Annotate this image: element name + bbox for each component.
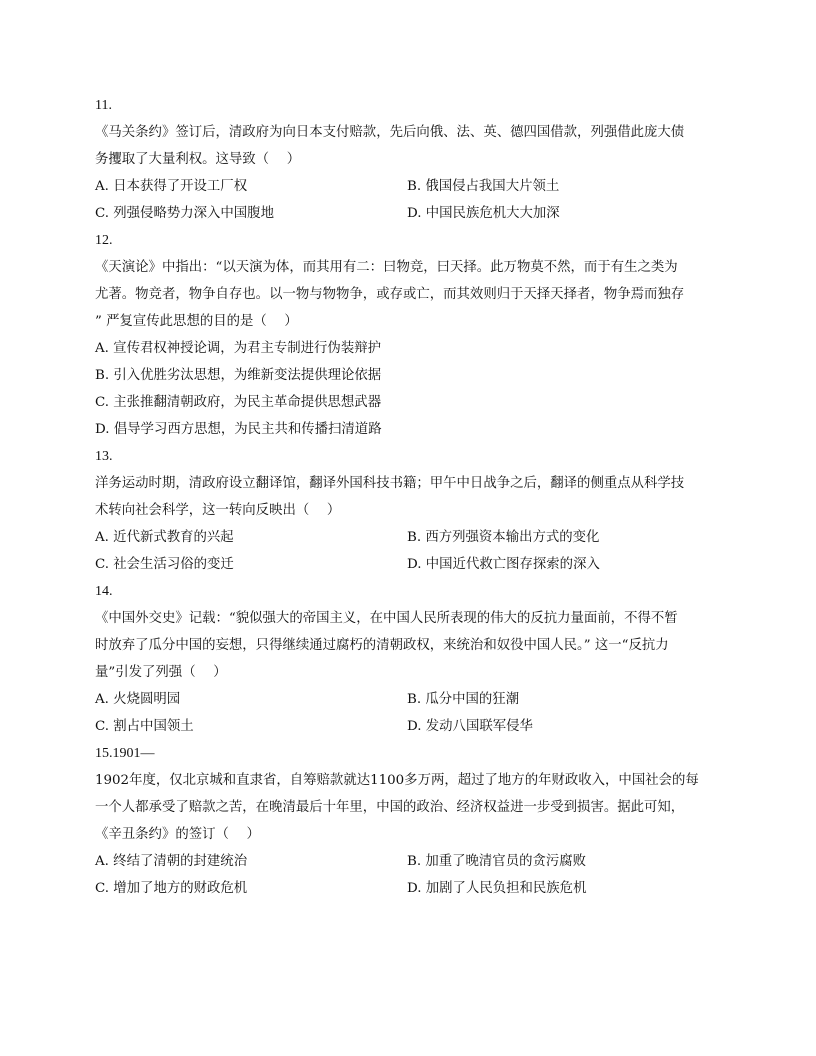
option-b[interactable]: B. 加重了晚清官员的贪污腐败	[407, 854, 587, 869]
option-d[interactable]: D. 加剧了人民负担和民族危机	[407, 881, 587, 896]
option-row	[95, 686, 720, 713]
question-stem-line: 尤著。物竞者，物争自存也。以一物与物物争，或存或亡，而其效则归于天择天择者，物争焉而独存	[95, 287, 685, 302]
question-number: 11.	[95, 98, 112, 113]
question-stem-line: ” 严复宣传此思想的目的是（ ）	[95, 314, 298, 329]
option-row	[95, 713, 720, 740]
question-15	[95, 740, 720, 902]
option-b[interactable]: B. 瓜分中国的狂潮	[407, 692, 520, 707]
question-stem-line: 术转向社会科学，这一转向反映出（ ）	[95, 503, 341, 518]
option-row	[95, 875, 720, 902]
question-number: 15.1901—	[95, 746, 155, 761]
question-11	[95, 92, 720, 227]
option-a[interactable]: A. 近代新式教育的兴起	[95, 530, 234, 545]
question-number: 12.	[95, 233, 113, 248]
option-d[interactable]: D. 中国民族危机大大加深	[407, 206, 560, 221]
option-c[interactable]: C. 社会生活习俗的变迁	[95, 557, 234, 572]
option-c[interactable]: C. 增加了地方的财政危机	[95, 881, 248, 896]
question-stem-line: 量”引发了列强（ ）	[95, 665, 227, 680]
option-b[interactable]: B. 俄国侵占我国大片领土	[407, 179, 560, 194]
question-stem-line: 《中国外交史》记载：“貌似强大的帝国主义，在中国人民所表现的伟大的反抗力量面前，不得不暂	[95, 611, 678, 626]
exam-page	[95, 92, 720, 902]
question-12	[95, 227, 720, 443]
option-d[interactable]: D. 发动八国联军侵华	[407, 719, 533, 734]
option-a[interactable]: A. 宣传君权神授论调，为君主专制进行伪装辩护	[95, 341, 381, 356]
option-d[interactable]: D. 倡导学习西方思想，为民主共和传播扫清道路	[95, 422, 382, 437]
option-c[interactable]: C. 主张推翻清朝政府，为民主革命提供思想武器	[95, 395, 382, 410]
option-row	[95, 551, 720, 578]
option-a[interactable]: A. 终结了清朝的封建统治	[95, 854, 248, 869]
option-row	[95, 200, 720, 227]
option-b[interactable]: B. 西方列强资本输出方式的变化	[407, 530, 600, 545]
question-stem-line: 《马关条约》签订后，清政府为向日本支付赔款，先后向俄、法、英、德四国借款，列强借此庞大债	[95, 125, 685, 140]
option-c[interactable]: C. 割占中国领土	[95, 719, 194, 734]
question-stem-line: 《天演论》中指出：“以天演为体，而其用有二：曰物竞，曰天择。此万物莫不然，而于有生之类为	[95, 260, 678, 275]
question-number: 14.	[95, 584, 113, 599]
question-14	[95, 578, 720, 740]
option-row	[95, 524, 720, 551]
question-stem-line: 洋务运动时期，清政府设立翻译馆，翻译外国科技书籍；甲午中日战争之后，翻译的侧重点从科学技	[95, 476, 685, 491]
question-stem-line: 一个人都承受了赔款之苦，在晚清最后十年里，中国的政治、经济权益进一步受到损害。据此可知，	[95, 800, 685, 815]
option-d[interactable]: D. 中国近代救亡图存探索的深入	[407, 557, 600, 572]
option-a[interactable]: A. 火烧圆明园	[95, 692, 181, 707]
question-stem-line: 务攫取了大量利权。这导致（ ）	[95, 152, 301, 167]
question-13	[95, 443, 720, 578]
question-number: 13.	[95, 449, 113, 464]
question-stem-line: 时放弃了瓜分中国的妄想，只得继续通过腐朽的清朝政权，来统治和奴役中国人民。” 这一“反抗力	[95, 638, 669, 653]
question-stem-line: 1902年度，仅北京城和直隶省，自筹赔款就达1100多万两，超过了地方的年财政收入，中国社会的每	[95, 773, 699, 788]
option-c[interactable]: C. 列强侵略势力深入中国腹地	[95, 206, 274, 221]
option-b[interactable]: B. 引入优胜劣汰思想，为维新变法提供理论依据	[95, 368, 382, 383]
option-row	[95, 173, 720, 200]
option-a[interactable]: A. 日本获得了开设工厂权	[95, 179, 248, 194]
option-row	[95, 848, 720, 875]
question-stem-line: 《辛丑条约》的签订（ ）	[95, 827, 260, 842]
